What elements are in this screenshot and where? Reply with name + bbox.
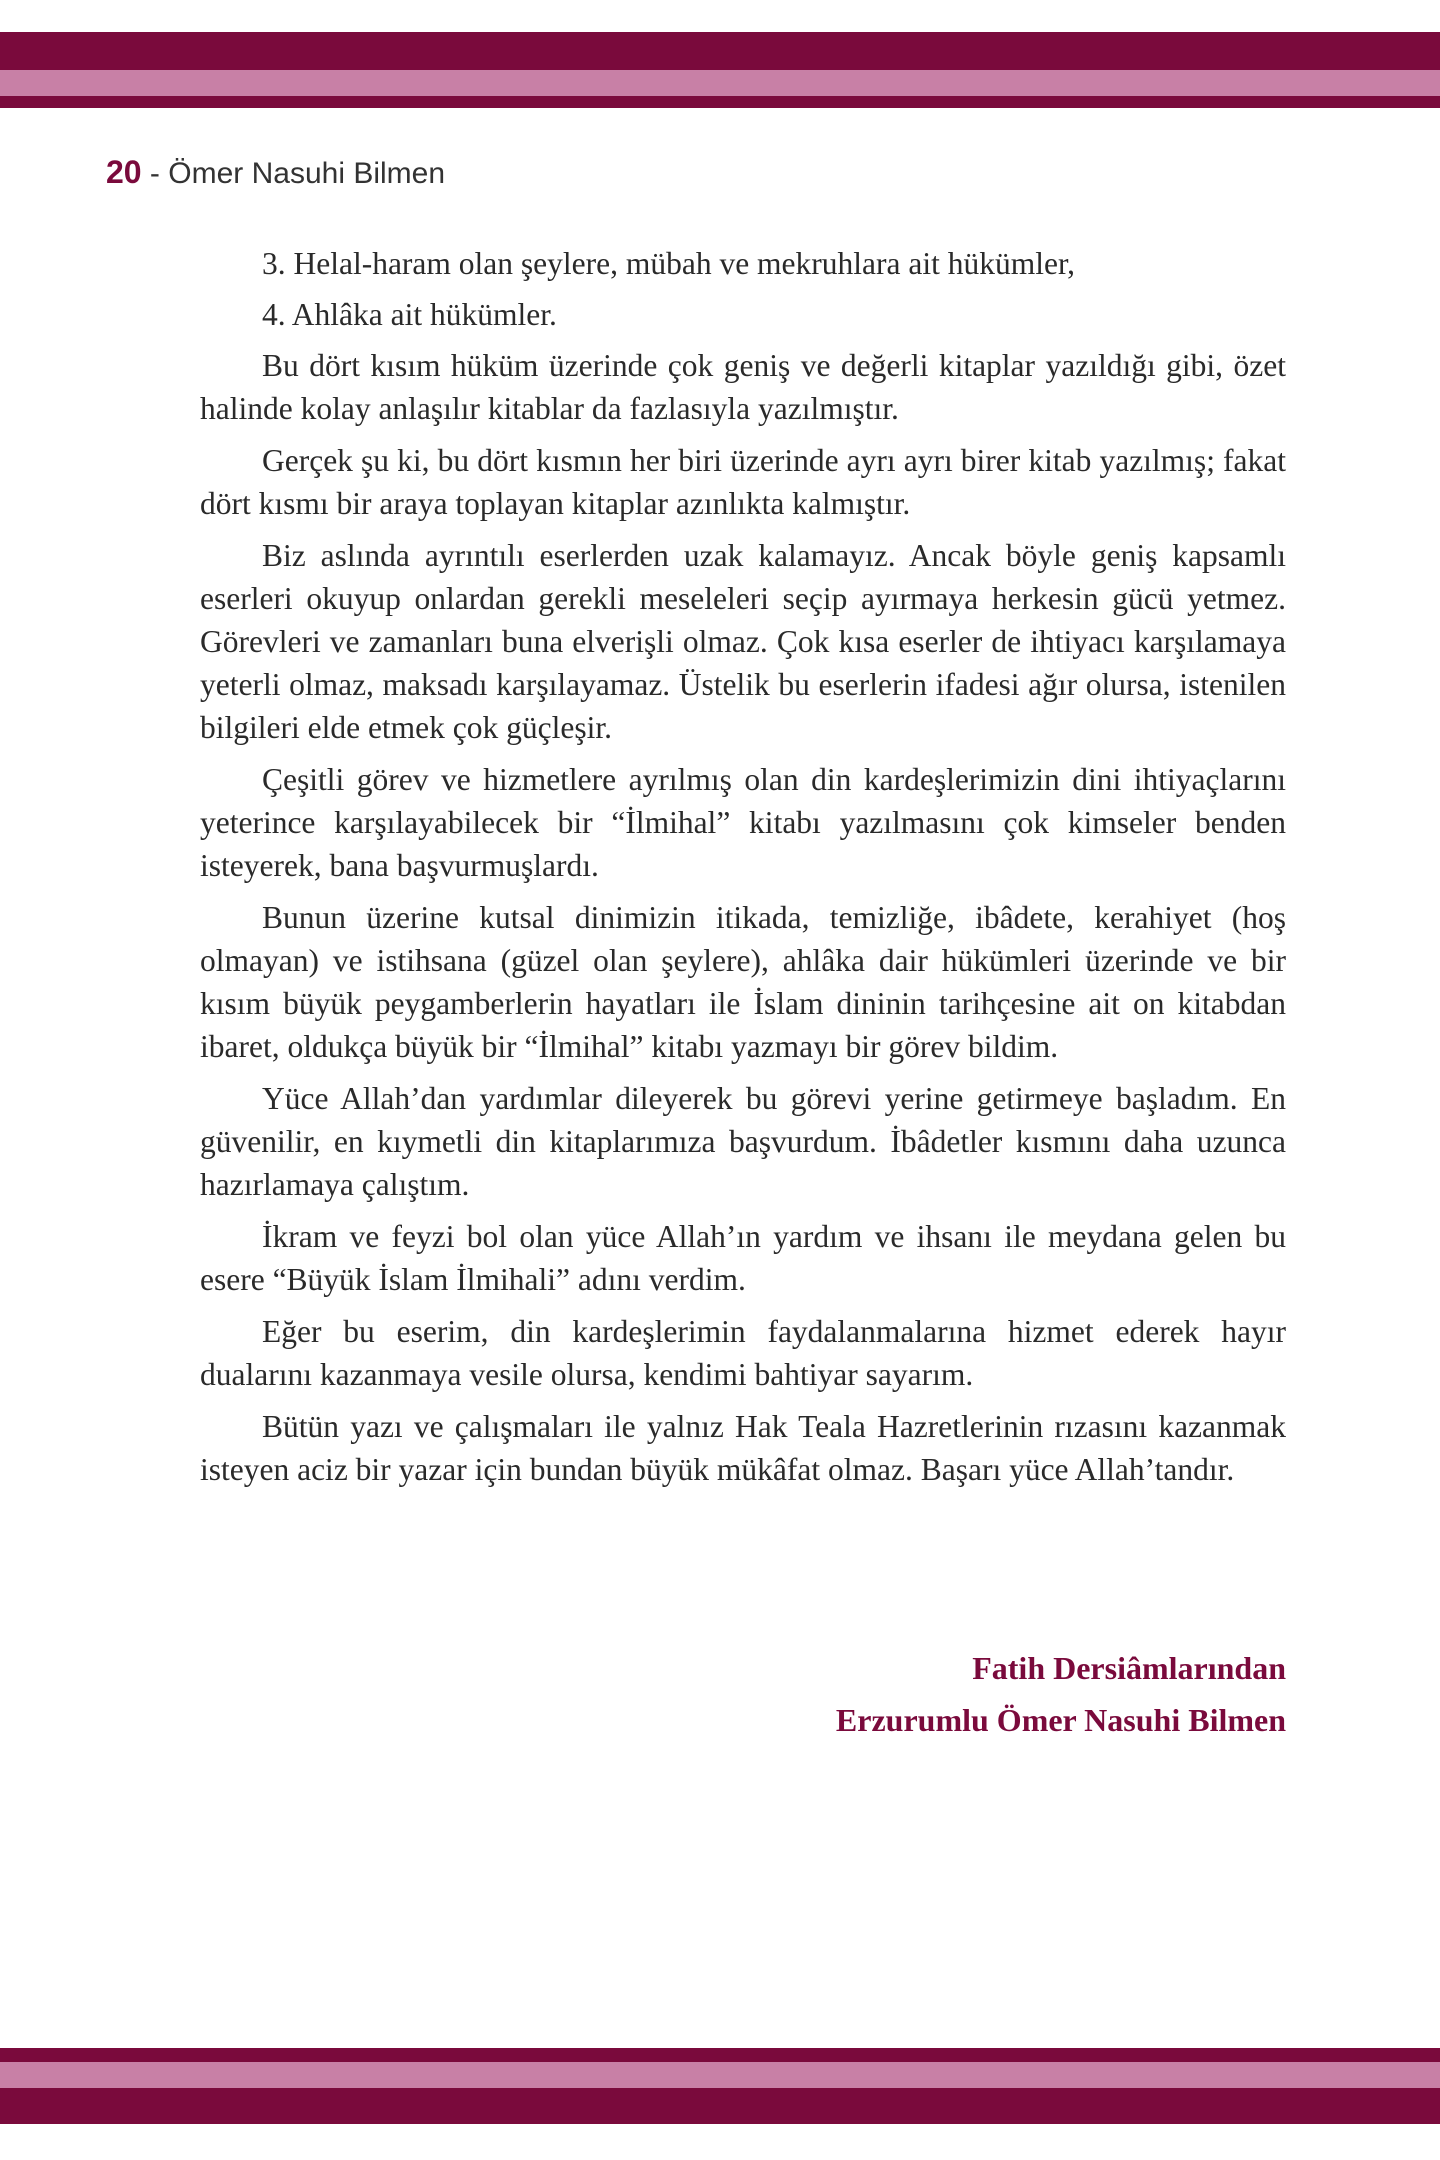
paragraph: Gerçek şu ki, bu dört kısmın her biri üzerinde ayrı ayrı birer kitab yazılmış; fakat dört kısmı bir araya toplayan kitaplar azınlıkta kalmıştır. [200,443,1286,521]
top-band-light [0,70,1440,96]
list-item-4: 4. Ahlâka ait hükümler. [262,297,557,332]
running-header [106,154,445,191]
paragraph: Bütün yazı ve çalışmaları ile yalnız Hak Teala Hazretlerinin rızasını kazanmak isteyen aciz bir yazar için bundan büyük mükâfat olmaz. Başarı yüce Allah’tandır. [200,1409,1286,1487]
top-band-dark [0,32,1440,70]
bottom-band-dark-top [0,2048,1440,2062]
bottom-band-dark-bottom [0,2088,1440,2124]
signature-line-2: Erzurumlu Ömer Nasuhi Bilmen [835,1702,1286,1738]
header-separator: - [141,157,169,190]
author-signature [836,1642,1286,1746]
page-number: 20 [106,154,142,190]
paragraph: Bunun üzerine kutsal dinimizin itikada, temizliğe, ibâdete, kerahiyet (hoş olmayan) ve istihsana (güzel olan şeylere), ahlâka dair hükümleri üzerinde ve bir kısım büyük peygamberlerin hayatları ile İslam dininin tarihçesine ait on kitabdan ibaret, oldukça büyük bir “İlmihal” kitabı yazmayı bir görev bildim. [200,900,1286,1064]
paragraph: Yüce Allah’dan yardımlar dileyerek bu görevi yerine getirmeye başladım. En güvenilir, en kıymetli din kitaplarımıza başvurdum. İbâdetler kısmını daha uzunca hazırlamaya çalıştım. [200,1081,1286,1202]
top-band-thin [0,96,1440,108]
paragraph: Çeşitli görev ve hizmetlere ayrılmış olan din kardeşlerimizin dini ihtiyaçlarını yeterince karşılayabilecek bir “İlmihal” kitabı yazılmasını çok kimseler benden isteyerek, bana başvurmuşlardı. [200,762,1286,883]
paragraph: İkram ve feyzi bol olan yüce Allah’ın yardım ve ihsanı ile meydana gelen bu esere “Büyük İslam İlmihali” adını verdim. [200,1219,1286,1297]
body-text [200,242,1286,1500]
paragraph: Bu dört kısım hüküm üzerinde çok geniş ve değerli kitaplar yazıldığı gibi, özet halinde kolay anlaşılır kitablar da fazlasıyla yazılmıştır. [200,348,1286,426]
list-item-3: 3. Helal-haram olan şeylere, mübah ve mekruhlara ait hükümler, [262,246,1076,281]
paragraph: Biz aslında ayrıntılı eserlerden uzak kalamayız. Ancak böyle geniş kapsamlı eserleri okuyup onlardan gerekli meseleleri seçip ayırmaya herkesin gücü yetmez. Görevleri ve zamanları buna elverişli olmaz. Çok kısa eserler de ihtiyacı karşılamaya yeterli olmaz, maksadı karşılayamaz. Üstelik bu eserlerin ifadesi ağır olursa, istenilen bilgileri elde etmek çok güçleşir. [200,538,1286,745]
paragraph: Eğer bu eserim, din kardeşlerimin faydalanmalarına hizmet ederek hayır dualarını kazanmaya vesile olursa, kendimi bahtiyar sayarım. [200,1314,1286,1392]
bottom-band-light [0,2062,1440,2088]
signature-line-1: Fatih Dersiâmlarından [972,1650,1286,1686]
running-title: Ömer Nasuhi Bilmen [168,157,446,190]
